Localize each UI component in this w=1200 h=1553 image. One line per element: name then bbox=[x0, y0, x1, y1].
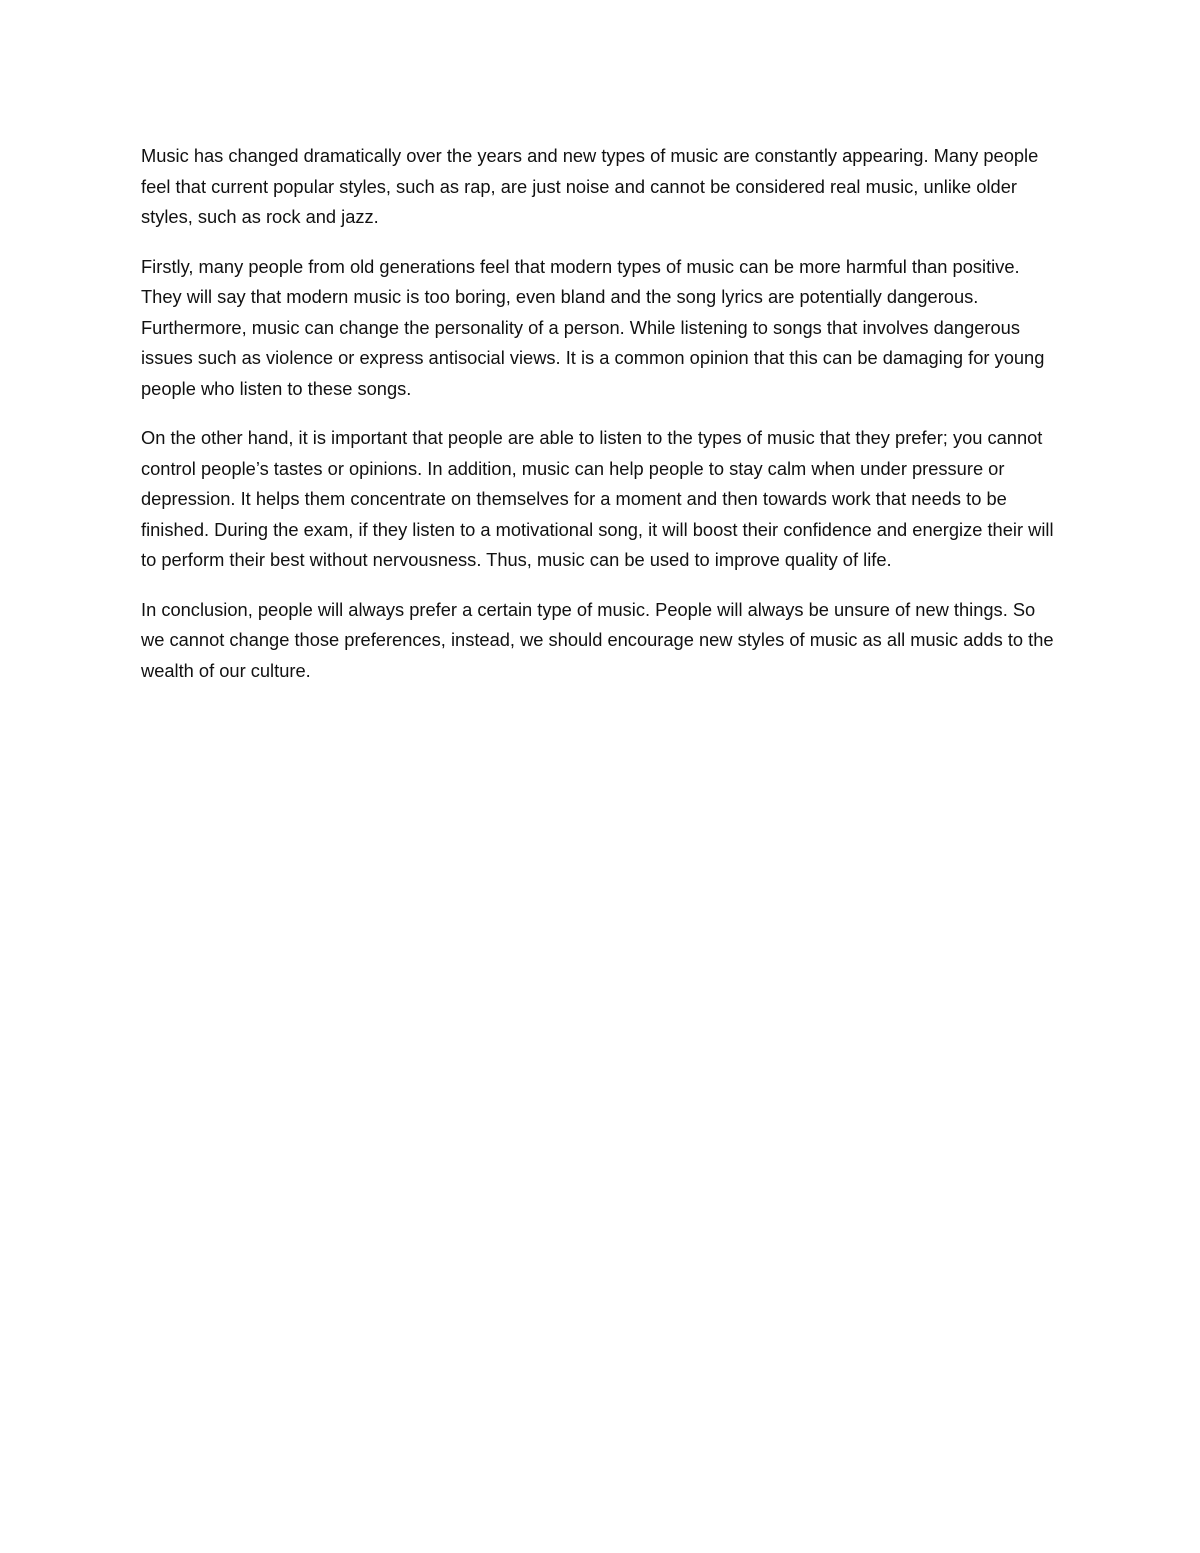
paragraph-conclusion: In conclusion, people will always prefer a certain type of music. People will always be unsure of new things. So we cannot change those preferences, instead, we should encourage new styles of music as all music adds to the wealth of our culture. bbox=[141, 598, 1054, 681]
paragraph-other-hand: On the other hand, it is important that people are able to listen to the types of music that they prefer; you cannot control people’s tastes or opinions. In addition, music can help people to stay calm when under pressure or depression. It helps them concentrate on themselves for a moment and then towards work that needs to be finished. During the exam, if they listen to a motivational song, it will boost their confidence and energize their will to perform their best without nervousness. Thus, music can be used to improve quality of life. bbox=[141, 427, 1054, 570]
document-body bbox=[141, 141, 1061, 705]
paragraph-firstly: Firstly, many people from old generations feel that modern types of music can be more harmful than positive. They will say that modern music is too boring, even bland and the song lyrics are potentially dangerous. Furthermore, music can change the personality of a person. While listening to songs that involves dangerous issues such as violence or express antisocial views. It is a common opinion that this can be damaging for young people who listen to these songs. bbox=[141, 255, 1045, 399]
paragraph-introduction: Music has changed dramatically over the years and new types of music are constantly appearing. Many people feel that current popular styles, such as rap, are just noise and cannot be considered real music, unlike older styles, such as rock and jazz. bbox=[141, 145, 1039, 227]
